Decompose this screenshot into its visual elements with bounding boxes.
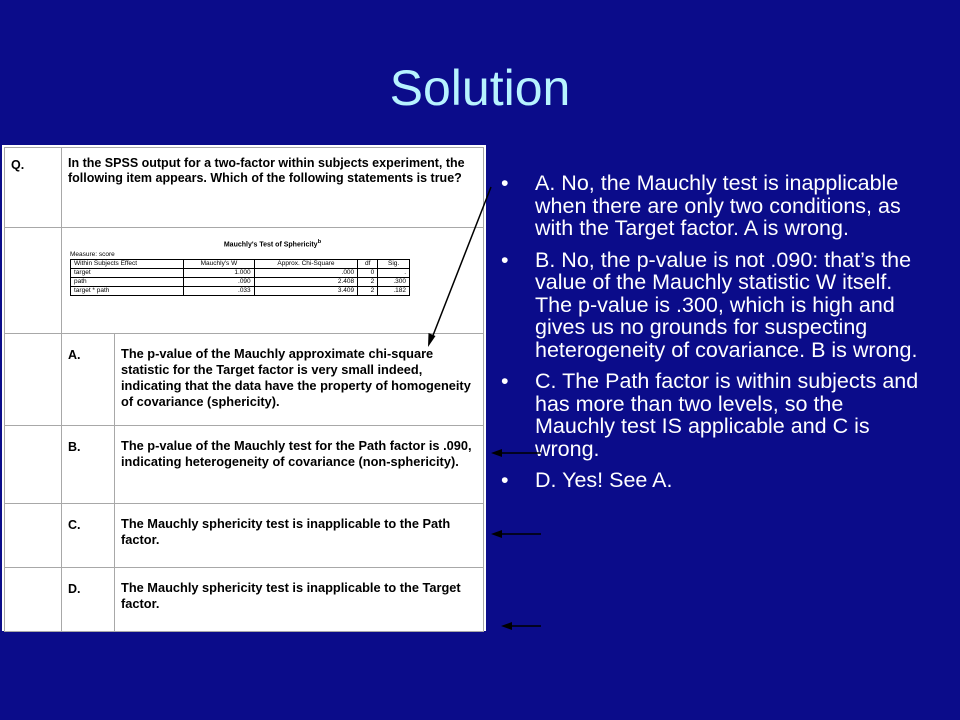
bullet-b-text: B. No, the p-value is not .090: that’s the value of the Mauchly statistic W itself. The p-value is .300, which is high and gives us no grounds for suspecting heterogeneity of covariance. B is wrong.: [535, 247, 918, 362]
option-label-b: B.: [62, 426, 115, 504]
spss-header-chisq: Approx. Chi-Square: [254, 260, 358, 269]
spss-header-sig: Sig.: [378, 260, 410, 269]
bullet-c-text: C. The Path factor is within subjects and has more than two levels, so the Mauchly test IS applicable and C is wrong.: [535, 369, 919, 461]
slide-title: Solution: [389, 60, 571, 116]
table-row: target 1.000 .000 0 .: [71, 269, 410, 278]
arrow-a-icon: [432, 187, 491, 338]
option-text-b: The p-value of the Mauchly test for the Path factor is .090, indicating heterogeneity of covariance (non-sphericity).: [115, 426, 484, 504]
option-text-c: The Mauchly sphericity test is inapplicable to the Path factor.: [115, 504, 484, 568]
option-text-a: The p-value of the Mauchly approximate chi-square statistic for the Target factor is very small indeed, indicating that the data have the property of homogeneity of covariance (sphericity).: [115, 334, 484, 426]
question-label: Q.: [5, 148, 62, 228]
bullet-dot-icon: •: [501, 369, 509, 393]
arrow-a-head-icon: [428, 333, 436, 347]
table-row: path .090 2.408 2 .300: [71, 278, 410, 287]
spss-table-title: Mauchly's Test of Sphericity$^b$: [223, 239, 322, 249]
spss-header-effect: Within Subjects Effect: [71, 260, 184, 269]
arrow-b-head-icon: [491, 449, 502, 457]
option-label-d: D.: [62, 568, 115, 632]
option-label-c: C.: [62, 504, 115, 568]
option-text-d: The Mauchly sphericity test is inapplicable to the Target factor.: [115, 568, 484, 632]
spss-header-df: df: [358, 260, 378, 269]
bullet-dot-icon: •: [501, 247, 509, 272]
question-text: In the SPSS output for a two-factor within subjects experiment, the following item appears. Which of the following statements is true?: [62, 148, 484, 228]
arrow-d-head-icon: [501, 622, 512, 630]
spss-header-w: Mauchly's W: [184, 260, 254, 269]
option-label-a: A.: [62, 334, 115, 426]
table-row: target * path .033 3.409 2 .182: [71, 287, 410, 296]
bullet-dot-icon: •: [501, 171, 509, 195]
bullet-a-text: A. No, the Mauchly test is inapplicable when there are only two conditions, as with the Target factor. A is wrong.: [535, 171, 901, 240]
bullet-dot-icon: •: [501, 468, 509, 492]
spss-measure-label: Measure: score: [70, 251, 115, 259]
bullet-d-text: D. Yes! See A.: [535, 468, 673, 492]
arrow-c-head-icon: [491, 530, 502, 538]
